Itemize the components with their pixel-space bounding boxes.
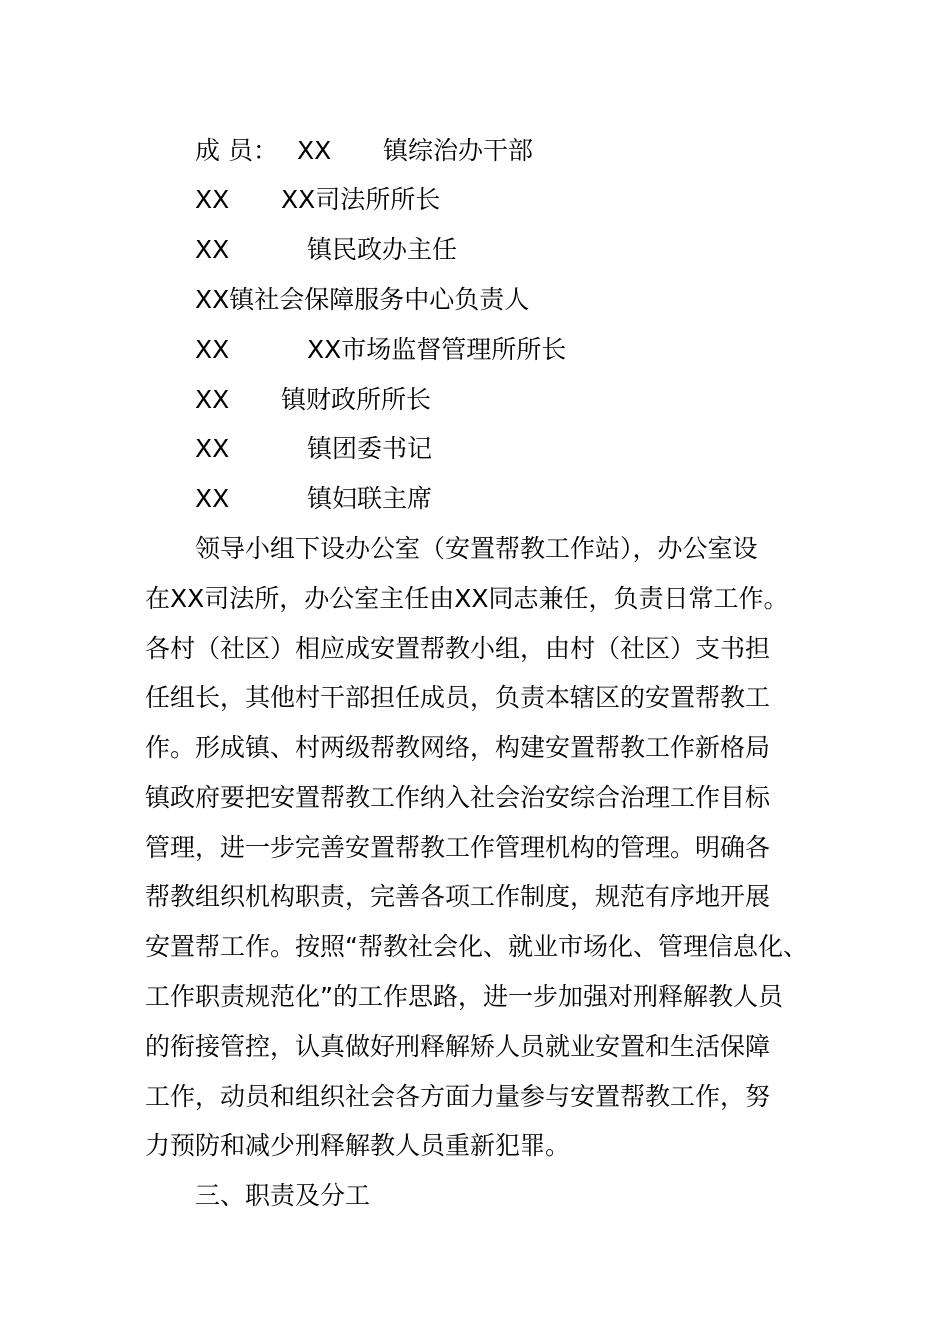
paragraph-line: 力预防和减少刑释解教人员重新犯罪。 — [145, 1131, 571, 1160]
member-name: XX — [195, 185, 230, 214]
paragraph-line: 镇政府要把安置帮教工作纳入社会治安综合治理工作目标 — [145, 783, 771, 812]
member-role: XX司法所所长 — [281, 185, 441, 214]
member-role: XX镇社会保障服务中心负责人 — [195, 285, 530, 314]
paragraph-line: 各村（社区）相应成安置帮教小组，由村（社区）支书担 — [145, 634, 771, 663]
paragraph-line: 管理，进一步完善安置帮教工作管理机构的管理。明确各 — [145, 833, 771, 862]
member-role: 镇民政办主任 — [307, 235, 458, 264]
section-heading: 三、职责及分工 — [195, 1181, 371, 1210]
member-name: XX — [195, 385, 230, 414]
paragraph-line: 安置帮工作。按照“帮教社会化、就业市场化、管理信息化、 — [145, 932, 808, 961]
member-name: XX — [297, 136, 332, 165]
paragraph-line: 工作，动员和组织社会各方面力量参与安置帮教工作，努 — [145, 1082, 771, 1111]
member-name: XX — [195, 484, 230, 513]
member-name: XX — [195, 335, 230, 364]
member-name: XX — [195, 235, 230, 264]
member-role: 镇综治办干部 — [383, 136, 534, 165]
member-name: XX — [195, 434, 230, 463]
paragraph-line: 的衔接管控，认真做好刑释解矫人员就业安置和生活保障 — [145, 1032, 771, 1061]
members-label: 成 员： — [195, 136, 278, 165]
paragraph-line: 帮教组织机构职责，完善各项工作制度，规范有序地开展 — [145, 882, 771, 911]
paragraph-line: 工作职责规范化”的工作思路，进一步加强对刑释解教人员 — [145, 982, 783, 1011]
member-role: 镇团委书记 — [307, 434, 433, 463]
paragraph-line: 作。形成镇、村两级帮教网络，构建安置帮教工作新格局 — [145, 733, 771, 762]
paragraph-line: 任组长，其他村干部担任成员，负责本辖区的安置帮教工 — [145, 683, 771, 712]
paragraph-line: 领导小组下设办公室（安置帮教工作站），办公室设 — [195, 534, 758, 563]
member-role: XX市场监督管理所所长 — [307, 335, 567, 364]
paragraph-line: 在XX司法所，办公室主任由XX同志兼任，负责日常工作。 — [145, 584, 789, 613]
member-role: 镇妇联主席 — [307, 484, 433, 513]
member-role: 镇财政所所长 — [281, 385, 432, 414]
